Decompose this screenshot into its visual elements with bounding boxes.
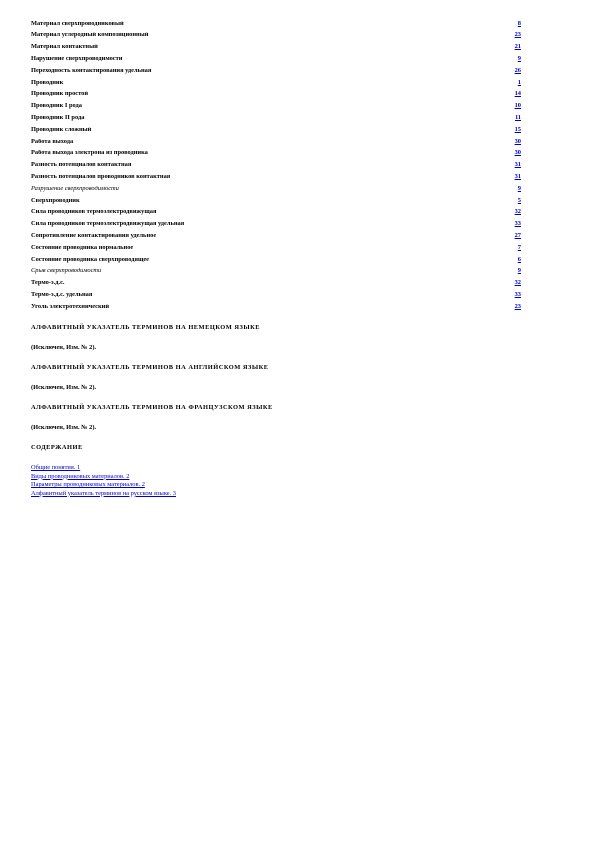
index-page-link[interactable]: 31 [514,161,521,169]
index-page-link[interactable]: 10 [514,102,521,110]
contents-link[interactable]: Алфавитный указатель терминов на русском языке. 3 [31,489,176,497]
index-term: Проводник сложный [31,126,92,133]
index-page-link[interactable]: 11 [514,114,521,122]
index-page-link[interactable]: 6 [517,255,521,263]
index-term: Материал сверхпроводниковый [31,20,124,27]
contents-link[interactable]: Общие понятия. 1 [31,464,81,471]
index-row [31,289,521,301]
term-index-table [31,18,521,313]
index-row [31,266,521,278]
index-term: Срыв сверхпроводимости [31,268,102,275]
english-index-heading: АЛФАВИТНЫЙ УКАЗАТЕЛЬ ТЕРМИНОВ НА АНГЛИЙСКОМ ЯЗЫКЕ [31,364,269,371]
index-page-link[interactable]: 15 [514,125,521,133]
index-row [31,301,521,313]
index-page-link[interactable]: 7 [517,243,521,251]
index-row [31,30,521,42]
index-row [31,219,521,231]
index-row [31,278,521,290]
index-term: Нарушение сверхпроводимости [31,56,123,63]
index-term: Разность потенциалов проводников контактная [31,174,171,181]
index-row [31,183,521,195]
index-page-link[interactable]: 5 [517,196,521,204]
index-row [31,112,521,124]
index-row [31,124,521,136]
index-page-link[interactable]: 33 [514,291,521,299]
index-term: Разность потенциалов контактная [31,162,132,169]
german-index-heading: АЛФАВИТНЫЙ УКАЗАТЕЛЬ ТЕРМИНОВ НА НЕМЕЦКОМ ЯЗЫКЕ [31,324,261,331]
index-page-link[interactable]: 33 [514,220,521,228]
index-page-link[interactable]: 26 [514,66,521,74]
index-page-link[interactable]: 9 [517,184,521,192]
index-page-link[interactable]: 32 [514,279,521,287]
index-term: Проводник [31,79,64,86]
index-page-link[interactable]: 30 [514,149,521,157]
index-row [31,160,521,172]
index-term: Работа выхода [31,138,74,145]
index-term: Проводник простой [31,91,89,98]
index-row [31,77,521,89]
index-page-link[interactable]: 9 [517,55,521,63]
index-row [31,53,521,65]
index-row [31,242,521,254]
german-index-note: (Исключен, Изм. № 2). [31,344,97,351]
french-index-note: (Исключен, Изм. № 2). [31,424,97,431]
contents-list [31,464,176,498]
contents-link[interactable]: Виды проводниковых материалов. 2 [31,472,130,480]
contents-heading: СОДЕРЖАНИЕ [31,444,83,451]
index-term: Уголь электротехнический [31,303,110,310]
contents-link[interactable]: Параметры проводниковых материалов. 2 [31,481,145,489]
index-page-link[interactable]: 8 [517,19,521,27]
index-term: Состояние проводника сверхпроводящее [31,256,150,263]
english-index-note: (Исключен, Изм. № 2). [31,384,97,391]
index-page-link[interactable]: 30 [514,137,521,145]
index-row [31,18,521,30]
index-row [31,254,521,266]
index-page-link[interactable]: 27 [514,232,521,240]
index-row [31,101,521,113]
index-page-link[interactable]: 9 [517,267,521,275]
index-term: Состояние проводника нормальное [31,244,134,251]
index-term: Термо-э.д.с. удельная [31,292,93,299]
index-page-link[interactable]: 21 [514,43,521,51]
index-page-link[interactable]: 23 [514,302,521,310]
index-term: Переходность контактирования удельная [31,67,152,74]
index-page-link[interactable]: 1 [517,78,521,86]
index-term: Работа выхода электрона из проводника [31,150,148,157]
index-row [31,230,521,242]
index-term: Разрушение сверхпроводимости [31,185,119,192]
index-row [31,207,521,219]
index-row [31,136,521,148]
index-row [31,65,521,77]
index-page-link[interactable]: 31 [514,173,521,181]
index-term: Материал углеродный композиционный [31,32,149,39]
index-row [31,195,521,207]
index-row [31,171,521,183]
index-page-link[interactable]: 32 [514,208,521,216]
index-term: Проводник II рода [31,115,85,122]
index-row [31,89,521,101]
index-term: Сопротивление контактирования удельное [31,233,157,240]
index-term: Сила проводников термоэлектродвижущая удельная [31,221,185,228]
index-term: Сила проводников термоэлектродвижущая [31,209,157,216]
index-page-link[interactable]: 23 [514,31,521,39]
index-term: Термо-э.д.с. [31,280,65,287]
index-page-link[interactable]: 14 [514,90,521,98]
index-term: Проводник I рода [31,103,82,110]
french-index-heading: АЛФАВИТНЫЙ УКАЗАТЕЛЬ ТЕРМИНОВ НА ФРАНЦУЗСКОМ ЯЗЫКЕ [31,404,273,411]
index-row [31,148,521,160]
index-row [31,42,521,54]
index-term: Сверхпроводник [31,197,80,204]
index-term: Материал контактный [31,44,98,51]
